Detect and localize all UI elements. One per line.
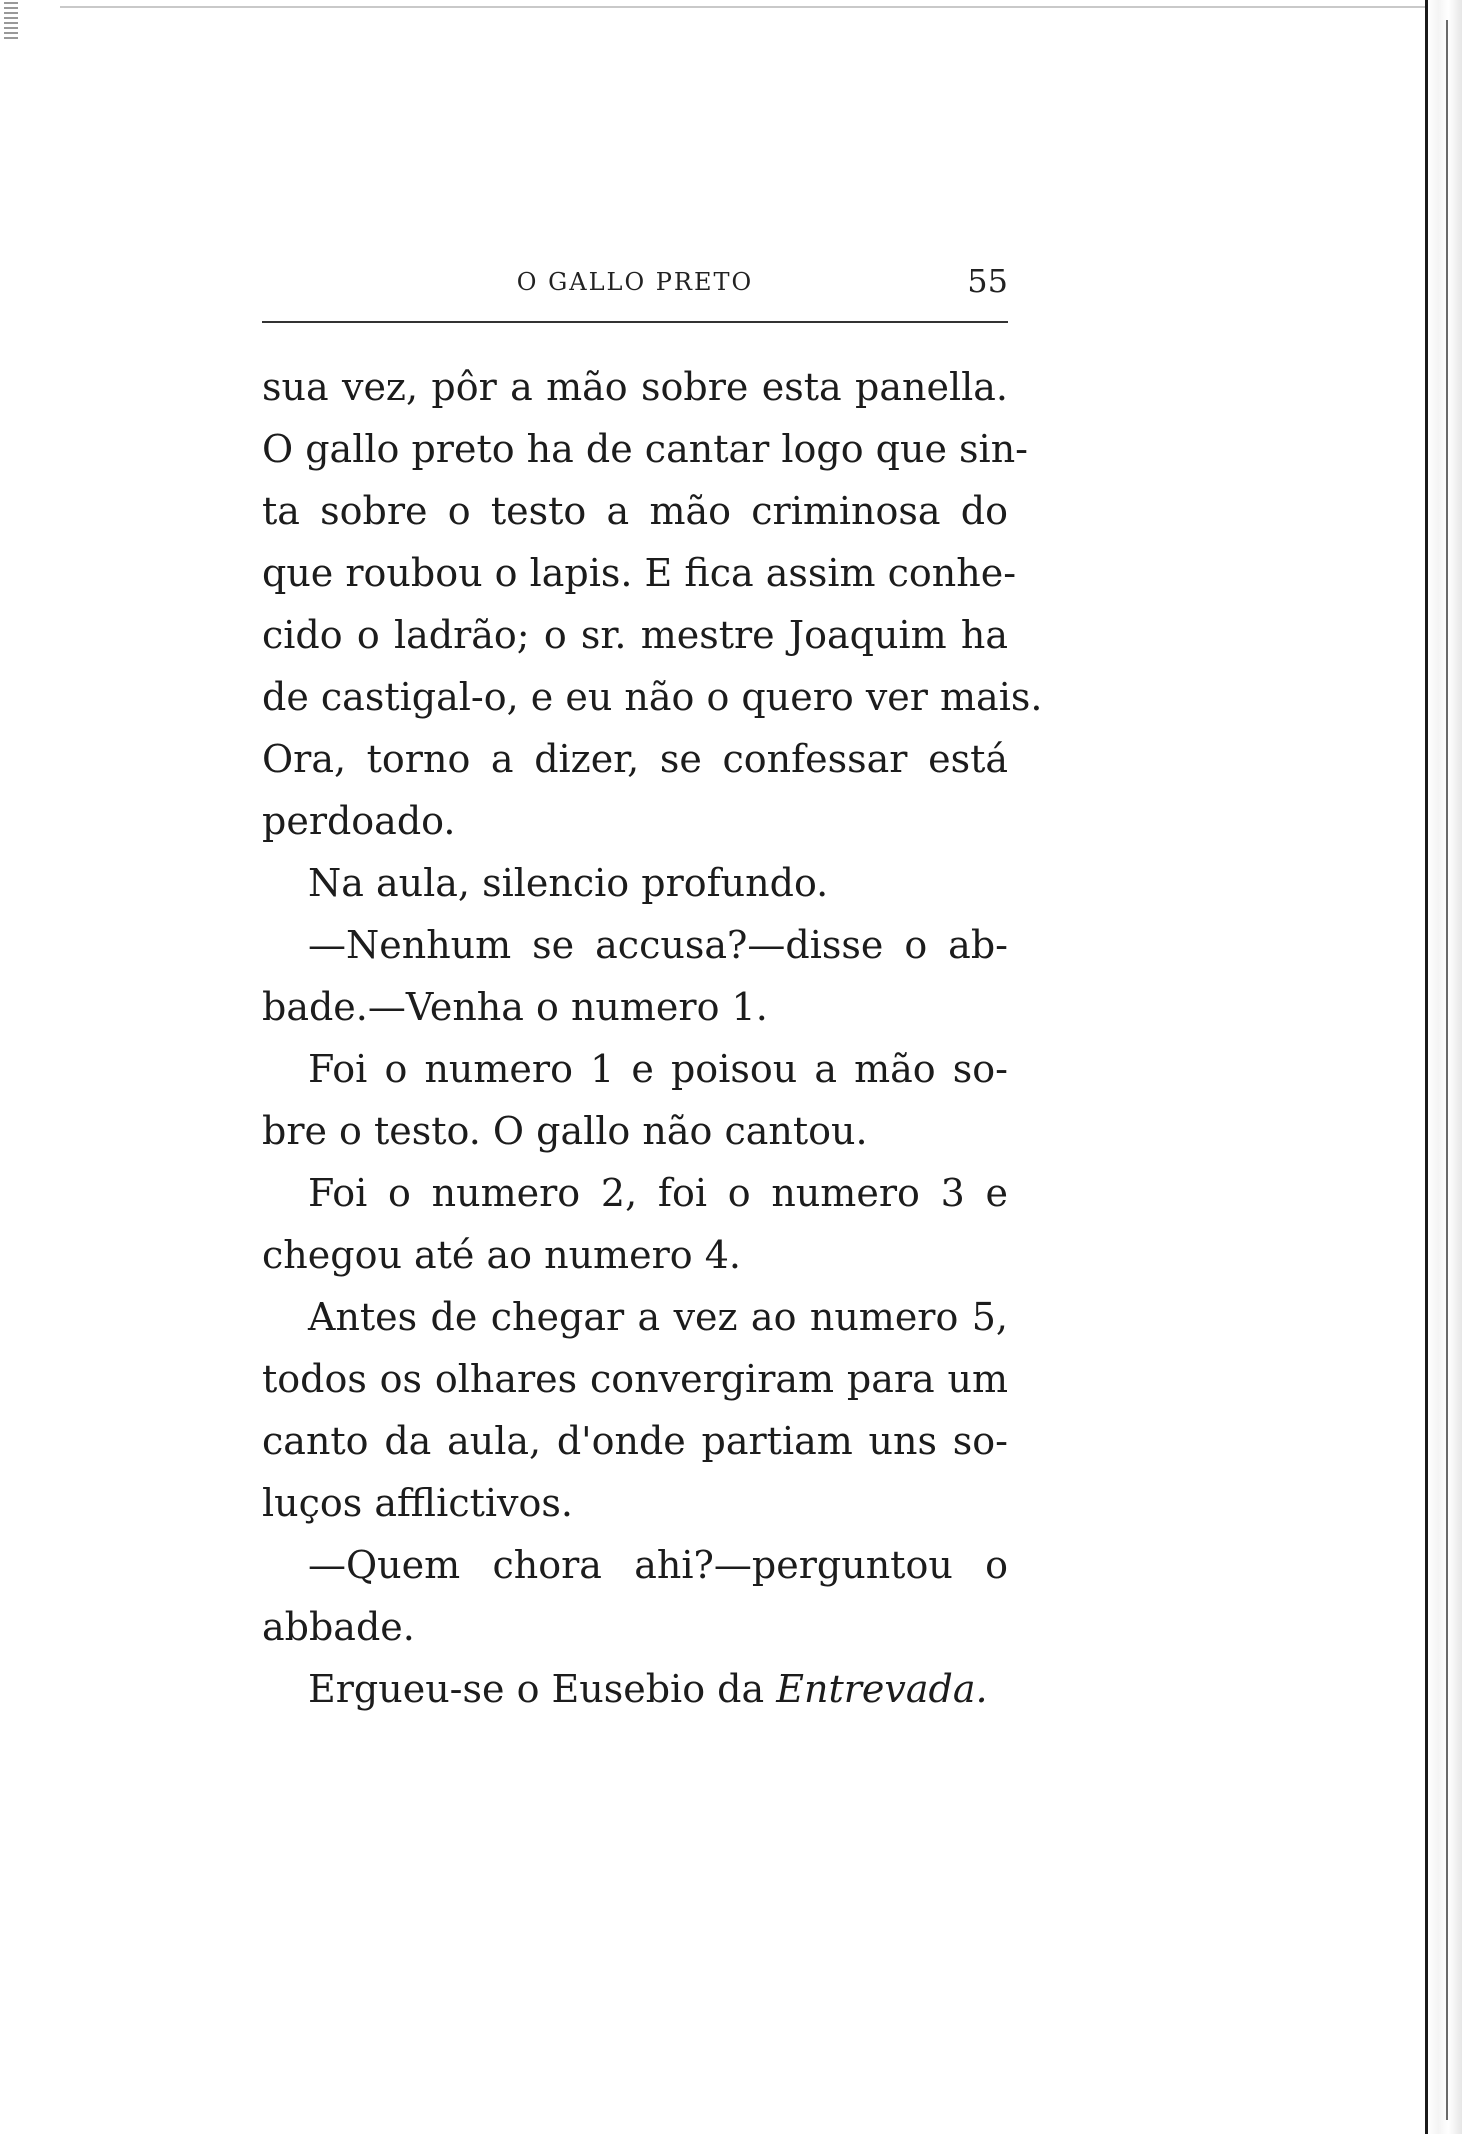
- book-spine-edge: [1425, 0, 1462, 2134]
- text-line-final: [262, 1658, 1008, 1720]
- text-line: canto da aula, d'onde partiam uns so-: [262, 1419, 1008, 1463]
- text-line: Foi o numero 2, foi o numero 3 e: [308, 1171, 1008, 1215]
- text-line: O gallo preto ha de cantar logo que sin-: [262, 427, 1029, 471]
- text-line: chegou até ao numero 4.: [262, 1233, 741, 1277]
- text-line: —Nenhum se accusa?—disse o ab-: [308, 923, 1008, 967]
- text-line: Foi o numero 1 e poisou a mão so-: [308, 1047, 1008, 1091]
- page-top-edge: [60, 6, 1430, 8]
- text-line: de castigal-o, e eu não o quero ver mais.: [262, 675, 1043, 719]
- spine-line: [1446, 20, 1448, 2120]
- running-title: O GALLO PRETO: [516, 268, 754, 296]
- text-line: Na aula, silencio profundo.: [308, 861, 829, 905]
- page-number: 55: [967, 262, 1008, 300]
- text-line: abbade.: [262, 1605, 415, 1649]
- scan-corner-mark: [4, 2, 18, 42]
- text-line: ta sobre o testo a mão criminosa do: [262, 489, 1008, 533]
- text-line: todos os olhares convergiram para um: [262, 1357, 1008, 1401]
- header-rule: [262, 321, 1008, 323]
- text-line: Antes de chegar a vez ao numero 5,: [308, 1295, 1008, 1339]
- running-header: [262, 262, 1008, 302]
- text-line: luços afflictivos.: [262, 1481, 573, 1525]
- text-line: cido o ladrão; o sr. mestre Joaquim ha: [262, 613, 1008, 657]
- text-line: perdoado.: [262, 799, 456, 843]
- text-line: bre o testo. O gallo não cantou.: [262, 1109, 868, 1153]
- book-title-italic: Entrevada.: [776, 1667, 988, 1711]
- final-line-text: Ergueu-se o Eusebio da: [308, 1667, 777, 1711]
- text-line: que roubou o lapis. E fica assim conhe-: [262, 551, 1017, 595]
- body-text: [262, 356, 1043, 1720]
- text-line: —Quem chora ahi?—perguntou o: [308, 1543, 1008, 1587]
- text-line: Ora, torno a dizer, se confessar está: [262, 737, 1008, 781]
- text-line: sua vez, pôr a mão sobre esta panella.: [262, 365, 1008, 409]
- text-line: bade.—Venha o numero 1.: [262, 985, 768, 1029]
